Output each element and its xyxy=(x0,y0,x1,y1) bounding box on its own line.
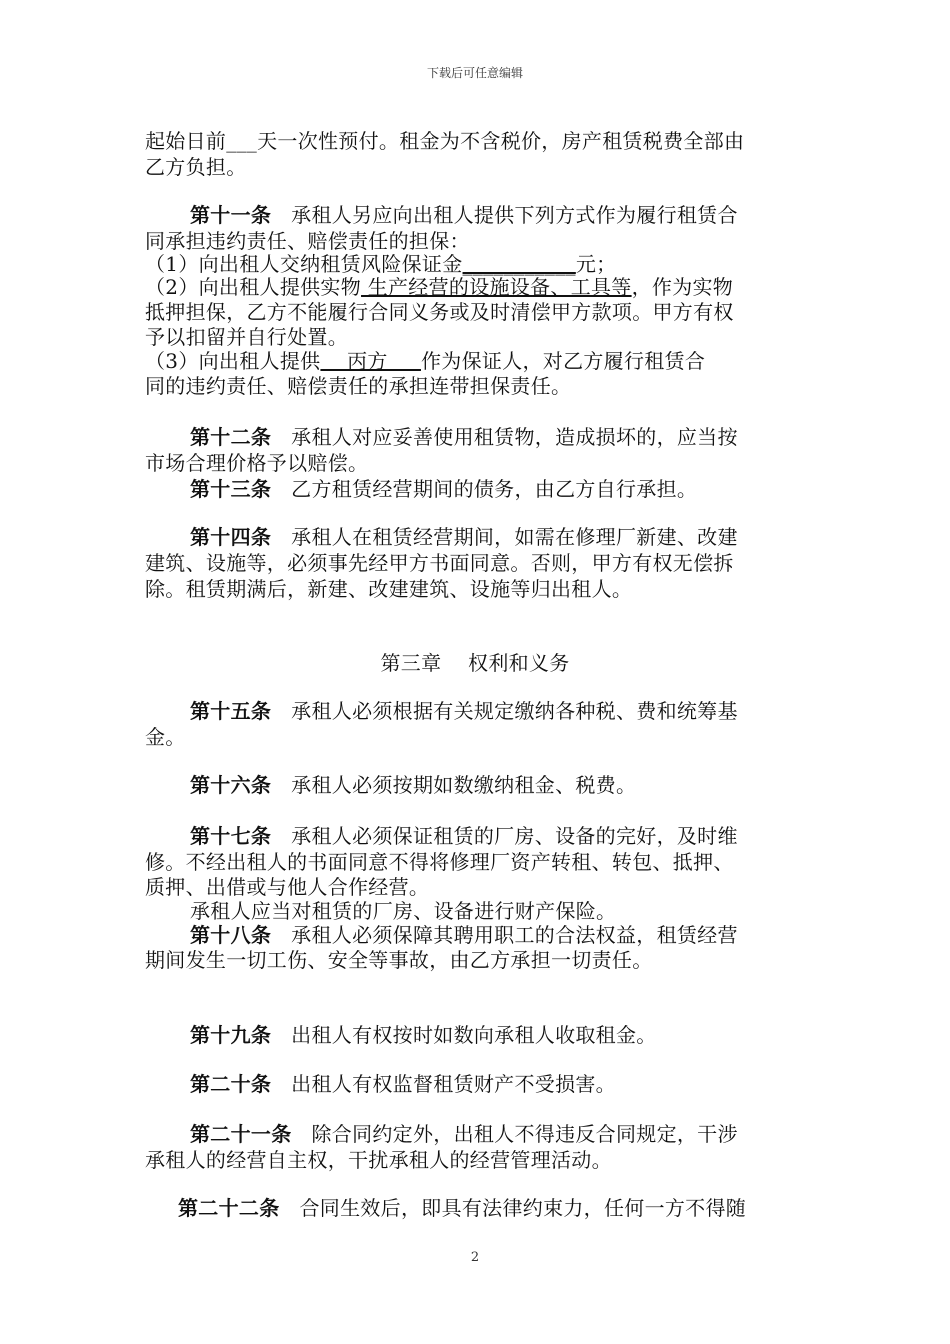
text-segment: ，作为实物 xyxy=(631,275,734,299)
text-line: 建筑、设施等，必须事先经甲方书面同意。否则，甲方有权无偿拆 xyxy=(145,551,734,575)
text-line: 期间发生一切工伤、安全等事故，由乙方承担一切责任。 xyxy=(145,948,653,972)
article-title: 第十八条 xyxy=(190,923,272,947)
article-title: 第十一条 xyxy=(190,203,272,227)
article-22 xyxy=(178,1195,746,1221)
text-line: 抵押担保，乙方不能履行合同义务或及时清偿甲方款项。甲方有权 xyxy=(145,300,734,324)
text-line: 承租人的经营自主权，干扰承租人的经营管理活动。 xyxy=(145,1148,612,1172)
article-text: 除合同约定外，出租人不得违反合同规定，干涉 xyxy=(291,1122,738,1146)
article-text: 承租人必须保证租赁的厂房、设备的完好，及时维 xyxy=(271,824,738,848)
article-12 xyxy=(190,424,738,450)
article-title: 第二十条 xyxy=(190,1072,272,1096)
article-title: 第十六条 xyxy=(190,773,272,797)
text-line: 予以扣留并自行处置。 xyxy=(145,325,348,349)
article-17 xyxy=(190,823,738,849)
article-title: 第十二条 xyxy=(190,425,272,449)
list-item xyxy=(145,274,733,300)
article-title: 第十四条 xyxy=(190,525,272,549)
text-segment: 元； xyxy=(575,252,617,276)
article-text: 出租人有权按时如数向承租人收取租金。 xyxy=(271,1023,657,1047)
text-segment: 起始日前 xyxy=(145,129,227,153)
article-title: 第二十一条 xyxy=(190,1122,292,1146)
text-segment: （3）向出租人提供 xyxy=(145,349,321,373)
text-segment: （2）向出租人提供实物 xyxy=(145,275,362,299)
article-text: 承租人另应向出租人提供下列方式作为履行租赁合 xyxy=(271,203,738,227)
article-14 xyxy=(190,524,738,550)
text-line xyxy=(145,128,744,154)
article-21 xyxy=(190,1121,738,1147)
article-18 xyxy=(190,922,738,948)
article-text: 承租人对应妥善使用租赁物，造成损坏的，应当按 xyxy=(271,425,738,449)
article-text: 承租人在租赁经营期间，如需在修理厂新建、改建 xyxy=(271,525,738,549)
text-segment: 作为保证人，对乙方履行租赁合 xyxy=(420,349,706,373)
article-text: 承租人必须根据有关规定缴纳各种税、费和统筹基 xyxy=(271,699,738,723)
text-line: 乙方负担。 xyxy=(145,155,247,179)
article-title: 第十三条 xyxy=(190,477,272,501)
filled-blank: 生产经营的设施设备、工具等 xyxy=(361,275,632,299)
article-19 xyxy=(190,1022,657,1048)
text-line: 同的违约责任、赔偿责任的承担连带担保责任。 xyxy=(145,374,572,398)
fill-blank: ___ xyxy=(226,129,258,153)
article-11 xyxy=(190,202,738,228)
article-title: 第十七条 xyxy=(190,824,272,848)
article-title: 第十九条 xyxy=(190,1023,272,1047)
chapter-heading: 第三章 权利和义务 xyxy=(380,651,570,675)
article-13 xyxy=(190,476,697,502)
article-text: 承租人必须保障其聘用职工的合法权益，租赁经营 xyxy=(271,923,738,947)
article-text: 合同生效后，即具有法律约束力，任何一方不得随 xyxy=(279,1196,747,1220)
text-segment: （1）向出租人交纳租赁风险保证金 xyxy=(145,252,463,276)
filled-blank: 丙方 xyxy=(320,349,421,373)
article-title: 第十五条 xyxy=(190,699,272,723)
article-text: 出租人有权监督租赁财产不受损害。 xyxy=(271,1072,616,1096)
text-line: 市场合理价格予以赔偿。 xyxy=(145,451,369,475)
fill-blank: ___________ xyxy=(462,252,576,276)
article-title: 第二十二条 xyxy=(178,1196,280,1220)
text-line: 承租人应当对租赁的厂房、设备进行财产保险。 xyxy=(190,899,617,923)
article-16 xyxy=(190,772,636,798)
article-text: 承租人必须按期如数缴纳租金、税费。 xyxy=(271,773,637,797)
article-20 xyxy=(190,1071,616,1097)
list-item xyxy=(145,348,705,374)
text-line: 除。租赁期满后，新建、改建建筑、设施等归出租人。 xyxy=(145,577,633,601)
article-15 xyxy=(190,698,738,724)
page-number: 2 xyxy=(470,1250,480,1265)
text-segment: 天一次性预付。租金为不含税价，房产租赁税费全部由 xyxy=(257,129,745,153)
text-line: 金。 xyxy=(145,725,186,749)
text-line: 同承担违约责任、赔偿责任的担保： xyxy=(145,229,470,253)
page-header: 下载后可任意编辑 xyxy=(426,66,523,80)
text-line: 修。不经出租人的书面同意不得将修理厂资产转租、转包、抵押、 xyxy=(145,850,734,874)
text-line: 质押、出借或与他人合作经营。 xyxy=(145,875,430,899)
article-text: 乙方租赁经营期间的债务，由乙方自行承担。 xyxy=(271,477,698,501)
